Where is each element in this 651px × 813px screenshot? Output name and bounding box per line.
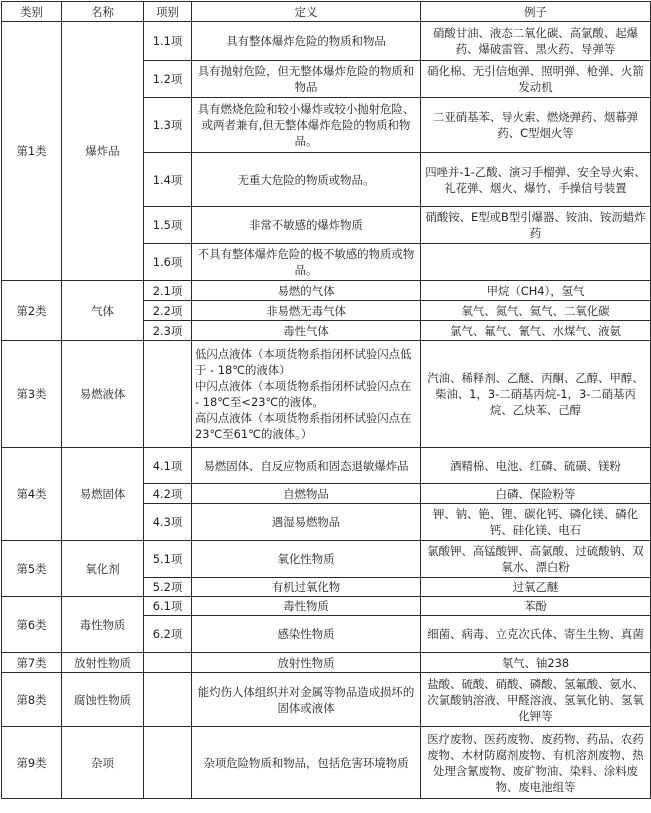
item-cell: 1.1项 <box>144 22 192 61</box>
item-cell <box>144 341 192 448</box>
example-cell: 盐酸、硫酸、硝酸、磷酸、氢氟酸、氨水、次氯酸钠溶液、甲醛溶液、氢氧化钠、氢氧化钾等 <box>421 673 651 727</box>
definition-cell: 具有燃烧危险和较小爆炸或较小抛射危险、或两者兼有,但无整体爆炸危险的物质和物品。 <box>192 98 421 153</box>
definition-cell: 低闪点液体（本项货物系指闭杯试验闪点低于 - 18℃的液体） 中闪点液体（本项货物系指闭杯试验闪点在 - 18℃至<23℃的液体。 高闪点液体（本项货物系指闭杯试验闪点在23℃至61℃的液体。） <box>192 341 421 448</box>
example-cell: 氡气、铀238 <box>421 653 651 673</box>
item-cell: 4.3项 <box>144 504 192 541</box>
header-item: 项别 <box>144 2 192 22</box>
definition-cell: 非易燃无毒气体 <box>192 301 421 321</box>
example-cell: 二亚硝基苯、导火索、燃烧弹药、烟幕弹药、C型烟火等 <box>421 98 651 153</box>
item-cell: 1.3项 <box>144 98 192 153</box>
table-row <box>2 673 651 727</box>
category-cell: 第3类 <box>2 341 62 448</box>
example-cell: 苯酚 <box>421 597 651 616</box>
definition-cell: 有机过氧化物 <box>192 578 421 597</box>
definition-cell: 杂项危险物质和物品，包括危害环境物质 <box>192 727 421 799</box>
example-cell: 钾、钠、铯、锂、碳化钙、磷化镁、磷化钙、硅化镁、电石 <box>421 504 651 541</box>
name-cell: 毒性物质 <box>62 597 144 653</box>
definition-cell: 能灼伤人体组织并对金属等物品造成损坏的固体或液体 <box>192 673 421 727</box>
item-cell: 4.1项 <box>144 448 192 484</box>
table-row <box>2 281 651 301</box>
item-cell <box>144 653 192 673</box>
example-cell: 四唑并-1-乙酸、演习手榴弹、安全导火索、礼花弹、烟火、爆竹、手操信号装置 <box>421 153 651 207</box>
definition-cell: 毒性物质 <box>192 597 421 616</box>
name-cell: 易燃液体 <box>62 341 144 448</box>
example-cell: 细菌、病毒、立克次氏体、寄生生物、真菌 <box>421 616 651 653</box>
name-cell: 气体 <box>62 281 144 341</box>
table-row <box>2 727 651 799</box>
table-row <box>2 448 651 484</box>
item-cell: 2.3项 <box>144 321 192 341</box>
table-row <box>2 597 651 616</box>
table-row <box>2 541 651 578</box>
item-cell: 1.5项 <box>144 207 192 244</box>
definition-cell: 毒性气体 <box>192 321 421 341</box>
hazard-class-table <box>1 1 651 799</box>
definition-cell: 易燃的气体 <box>192 281 421 301</box>
item-cell <box>144 727 192 799</box>
definition-cell: 不具有整体爆炸危险的极不敏感的物质或物品。 <box>192 244 421 281</box>
header-example: 例子 <box>421 2 651 22</box>
definition-cell: 非常不敏感的爆炸物质 <box>192 207 421 244</box>
category-cell: 第6类 <box>2 597 62 653</box>
name-cell: 腐蚀性物质 <box>62 673 144 727</box>
example-cell: 甲烷（CH4），氢气 <box>421 281 651 301</box>
item-cell <box>144 673 192 727</box>
definition-cell: 具有抛射危险，但无整体爆炸危险的物质和物品 <box>192 61 421 98</box>
example-cell: 氧气、氮气、氦气、二氧化碳 <box>421 301 651 321</box>
item-cell: 4.2项 <box>144 484 192 504</box>
category-cell: 第2类 <box>2 281 62 341</box>
category-cell: 第5类 <box>2 541 62 597</box>
definition-cell: 易燃固体、自反应物质和固态退敏爆炸品 <box>192 448 421 484</box>
header-name: 名称 <box>62 2 144 22</box>
item-cell: 6.2项 <box>144 616 192 653</box>
example-cell: 氯酸钾、高锰酸钾、高氯酸、过硫酸钠、双氧水、漂白粉 <box>421 541 651 578</box>
definition-cell: 感染性物质 <box>192 616 421 653</box>
category-cell: 第9类 <box>2 727 62 799</box>
item-cell: 5.1项 <box>144 541 192 578</box>
name-cell: 放射性物质 <box>62 653 144 673</box>
definition-cell: 无重大危险的物质或物品。 <box>192 153 421 207</box>
example-cell: 硝酸铵、E型或B型引爆器、铵油、铵沥蜡炸药 <box>421 207 651 244</box>
example-cell: 硝化棉、无引信炮弹、照明弹、枪弹、火箭发动机 <box>421 61 651 98</box>
item-cell: 1.2项 <box>144 61 192 98</box>
name-cell: 易燃固体 <box>62 448 144 541</box>
category-cell: 第8类 <box>2 673 62 727</box>
item-cell: 5.2项 <box>144 578 192 597</box>
example-cell <box>421 244 651 281</box>
example-cell: 氯气、氟气、氰气、水煤气、液氨 <box>421 321 651 341</box>
table-row <box>2 341 651 448</box>
item-cell: 1.4项 <box>144 153 192 207</box>
name-cell: 氧化剂 <box>62 541 144 597</box>
item-cell: 1.6项 <box>144 244 192 281</box>
example-cell: 硝酸甘油、液态二氧化碳、高氯酸、起爆药、爆破雷管、黑火药、导弹等 <box>421 22 651 61</box>
item-cell: 2.1项 <box>144 281 192 301</box>
item-cell: 6.1项 <box>144 597 192 616</box>
name-cell: 爆炸品 <box>62 22 144 281</box>
item-cell: 2.2项 <box>144 301 192 321</box>
definition-cell: 遇湿易燃物品 <box>192 504 421 541</box>
definition-cell: 放射性物质 <box>192 653 421 673</box>
header-definition: 定义 <box>192 2 421 22</box>
example-cell: 汽油、稀释剂、乙醚、丙酮、乙醇、甲醇、柴油、1，3-二硝基丙烷-1，3-二硝基丙烷、乙炔苯、己醇 <box>421 341 651 448</box>
category-cell: 第4类 <box>2 448 62 541</box>
definition-cell: 具有整体爆炸危险的物质和物品 <box>192 22 421 61</box>
category-cell: 第7类 <box>2 653 62 673</box>
example-cell: 医疗废物、医药废物、废药物、药品、农药废物、木材防腐剂废物、有机溶剂废物、热处理含氰废物、废矿物油、染料、涂料废物、废电池组等 <box>421 727 651 799</box>
name-cell: 杂项 <box>62 727 144 799</box>
definition-cell: 氧化性物质 <box>192 541 421 578</box>
definition-cell: 自燃物品 <box>192 484 421 504</box>
header-category: 类别 <box>2 2 62 22</box>
header-row <box>2 2 651 22</box>
example-cell: 过氧乙醚 <box>421 578 651 597</box>
example-cell: 酒精棉、电池、红磷、硫磺、镁粉 <box>421 448 651 484</box>
table-row <box>2 22 651 61</box>
category-cell: 第1类 <box>2 22 62 281</box>
example-cell: 白磷、保险粉等 <box>421 484 651 504</box>
table-row <box>2 653 651 673</box>
